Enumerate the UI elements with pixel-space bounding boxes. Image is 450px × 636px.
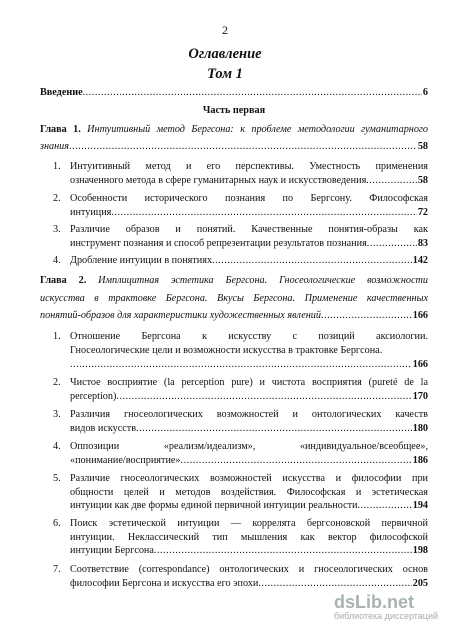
watermark-subtitle: библиотека диссертаций <box>334 611 439 621</box>
intro-label: Введение <box>40 87 83 98</box>
part-label: Часть первая <box>202 105 266 116</box>
toc-item-2-5[interactable]: 5. Различие гносеологических возможностей искусства и философии при общности целей и методов воздействия. Философская и эстетическая интуиции как две формы единой первичной интуиции реальности ..... 194 <box>70 472 428 513</box>
toc-item-1-2[interactable]: 2. Особенности исторического познания по Бергсону. Философская интуиция ..... 72 <box>70 192 428 219</box>
toc-item-1-3[interactable]: 3. Различие образов и понятий. Качественные понятия-образы как инструмент познания и способ репрезентации результатов познания ..... 83 <box>70 223 428 250</box>
watermark-logo <box>334 592 446 632</box>
watermark-brand: dsLib.net <box>334 592 414 612</box>
toc-item-2-6[interactable]: 6. Поиск эстетической интуиции — коррелята бергсоновской первичной интуиции. Неклассический тип мышления как вектор философской интуиции Бергсона ..... 198 <box>70 517 428 558</box>
toc-item-2-1[interactable]: 1. Отношение Бергсона к искусству с позиций аксиологии. Гносеологические цели и возможности искусства в трактовке Бергсона. ..... 166 <box>70 330 428 372</box>
toc-item-2-3[interactable]: 3. Различия гносеологических возможностей и онтологических качеств видов искусств ..... 180 <box>70 408 428 435</box>
toc-item-2-4[interactable]: 4. Оппозиции «реализм/идеализм», «индивидуальное/всеобщее», «понимание/восприятие» ..... 186 <box>70 440 428 467</box>
intro-page: 6 <box>422 87 428 98</box>
page-number: 2 <box>222 23 228 37</box>
toc-item-2-7[interactable]: 7. Соответствие (correspondance) онтологических и гносеологических основ философии Бергсона и искусства его эпохи ..... 205 <box>70 563 428 590</box>
toc-entry-intro[interactable] <box>40 86 428 100</box>
toc-item-1-1[interactable]: 1. Интуитивный метод и его перспективы. Уместность применения означенного метода в сфере гуманитарных наук и искусствоведения ..... 58 <box>70 160 428 187</box>
toc-entry-chapter-2[interactable]: Глава 2. Имплицитная эстетика Бергсона. Гносеологические возможности искусства в трактовке Бергсона. Вкусы Бергсона. Применение качественных понятий-образов для характеристики художественных явлений ..... 166 <box>40 272 428 325</box>
toc-item-1-4[interactable]: 4. Дробление интуиции в понятиях ..... 142 <box>70 254 428 268</box>
volume-heading: Том 1 <box>207 66 243 82</box>
toc-entry-chapter-1[interactable]: Глава 1. Интуитивный метод Бергсона: к проблеме методологии гуманитарного знания ..... 58 <box>40 123 428 153</box>
toc-heading: Оглавление <box>188 46 262 62</box>
toc-item-2-2[interactable]: 2. Чистое восприятие (la perception pure) и чистота восприятия (pureté de la perception) ..... 170 <box>70 376 428 403</box>
